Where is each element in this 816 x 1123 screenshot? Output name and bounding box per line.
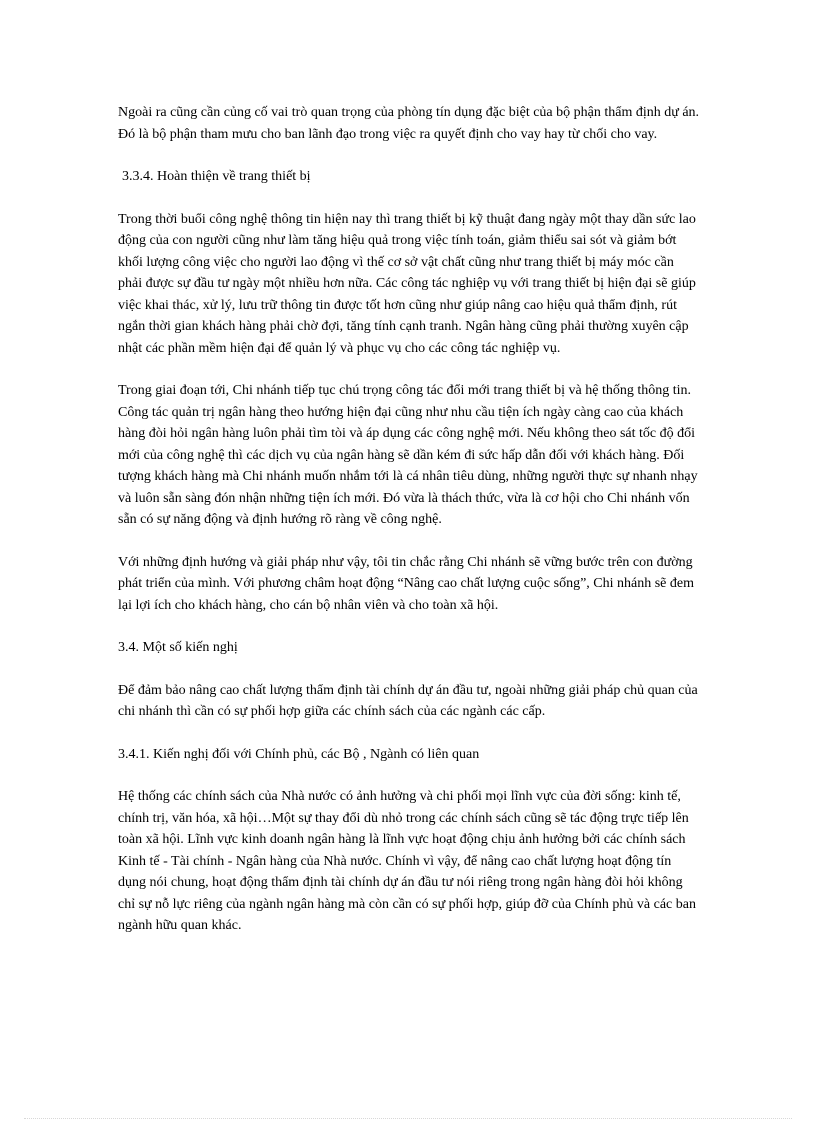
paragraph-conclusion: Với những định hướng và giải pháp như vậy, tôi tin chắc rằng Chi nhánh sẽ vững bước trên con đường phát triển của mình. Với phương châm hoạt động “Nâng cao chất lượng cuộc sống”, Chi nhánh sẽ đem lại lợi ích cho khách hàng, cho cán bộ nhân viên và cho toàn xã hội. (118, 554, 694, 613)
paragraph-state-policies: Hệ thống các chính sách của Nhà nước có ảnh hưởng và chi phối mọi lĩnh vực của đời sống: kinh tế, chính trị, văn hóa, xã hội…Một sự thay đổi dù nhỏ trong các chính sách cũng sẽ tác động trực tiếp lên toàn xã hội. Lĩnh vực kinh doanh ngân hàng là lĩnh vực hoạt động chịu ảnh hưởng bởi các chính sách Kinh tế - Tài chính - Ngân hàng của Nhà nước. Chính vì vậy, để nâng cao chất lượng hoạt động tín dụng nói chung, hoạt động thẩm định tài chính dự án đầu tư nói riêng trong ngân hàng đòi hỏi không chỉ sự nỗ lực riêng của ngành ngân hàng mà còn cần có sự phối hợp, giúp đỡ của Chính phủ và các ban ngành hữu quan khác. (118, 789, 696, 933)
section-heading-3-3-4: 3.3.4. Hoàn thiện về trang thiết bị (122, 169, 311, 184)
section-heading-3-4-1: 3.4.1. Kiến nghị đối với Chính phủ, các Bộ , Ngành có liên quan (118, 746, 480, 762)
document-body (118, 102, 700, 958)
page-bottom-divider (24, 1118, 792, 1119)
paragraph-recommendations-intro: Để đảm bảo nâng cao chất lượng thẩm định tài chính dự án đầu tư, ngoài những giải pháp chủ quan của chi nhánh thì cần có sự phối hợp giữa các chính sách của các ngành các cấp. (118, 682, 698, 719)
section-heading-3-4: 3.4. Một số kiến nghị (118, 640, 238, 655)
paragraph-branch-innovation: Trong giai đoạn tới, Chi nhánh tiếp tục chú trọng công tác đổi mới trang thiết bị và hệ thống thông tin. Công tác quản trị ngân hàng theo hướng hiện đại cũng như nhu cầu tiện ích ngày càng cao của khách hàng đòi hỏi ngân hàng luôn phải tìm tòi và áp dụng các công nghệ mới. Nếu không theo sát tốc độ đổi mới của công nghệ thì các dịch vụ của ngân hàng sẽ dần kém đi sức hấp dẫn đối với khách hàng. Đối tượng khách hàng mà Chi nhánh muốn nhắm tới là cá nhân tiêu dùng, những người thực sự nhanh nhạy và luôn sẵn sàng đón nhận những tiện ích mới. Đó vừa là thách thức, vừa là cơ hội cho Chi nhánh vốn sẵn có sự năng động và định hướng rõ ràng về công nghệ. (118, 383, 698, 527)
paragraph-credit-role: Ngoài ra cũng cần củng cố vai trò quan trọng của phòng tín dụng đặc biệt của bộ phận thẩm định dự án. Đó là bộ phận tham mưu cho ban lãnh đạo trong việc ra quyết định cho vay hay từ chối cho vay. (118, 105, 700, 142)
paragraph-equipment-importance: Trong thời buổi công nghệ thông tin hiện nay thì trang thiết bị kỹ thuật đang ngày một thay dần sức lao động của con người cũng như làm tăng hiệu quả trong việc tính toán, giảm thiểu sai sót và giảm bớt khối lượng công việc cho người lao động vì thế cơ sở vật chất cũng như trang thiết bị máy móc cần phải được sự đầu tư ngày một nhiều hơn nữa. Các công tác nghiệp vụ với trang thiết bị hiện đại sẽ giúp việc khai thác, xử lý, lưu trữ thông tin được tốt hơn cũng như giúp nâng cao hiệu quả thẩm định, rút ngắn thời gian khách hàng phải chờ đợi, tăng tính cạnh tranh. Ngân hàng cũng phải thường xuyên cập nhật các phần mềm hiện đại để quản lý và phục vụ cho các công tác nghiệp vụ. (118, 211, 696, 356)
